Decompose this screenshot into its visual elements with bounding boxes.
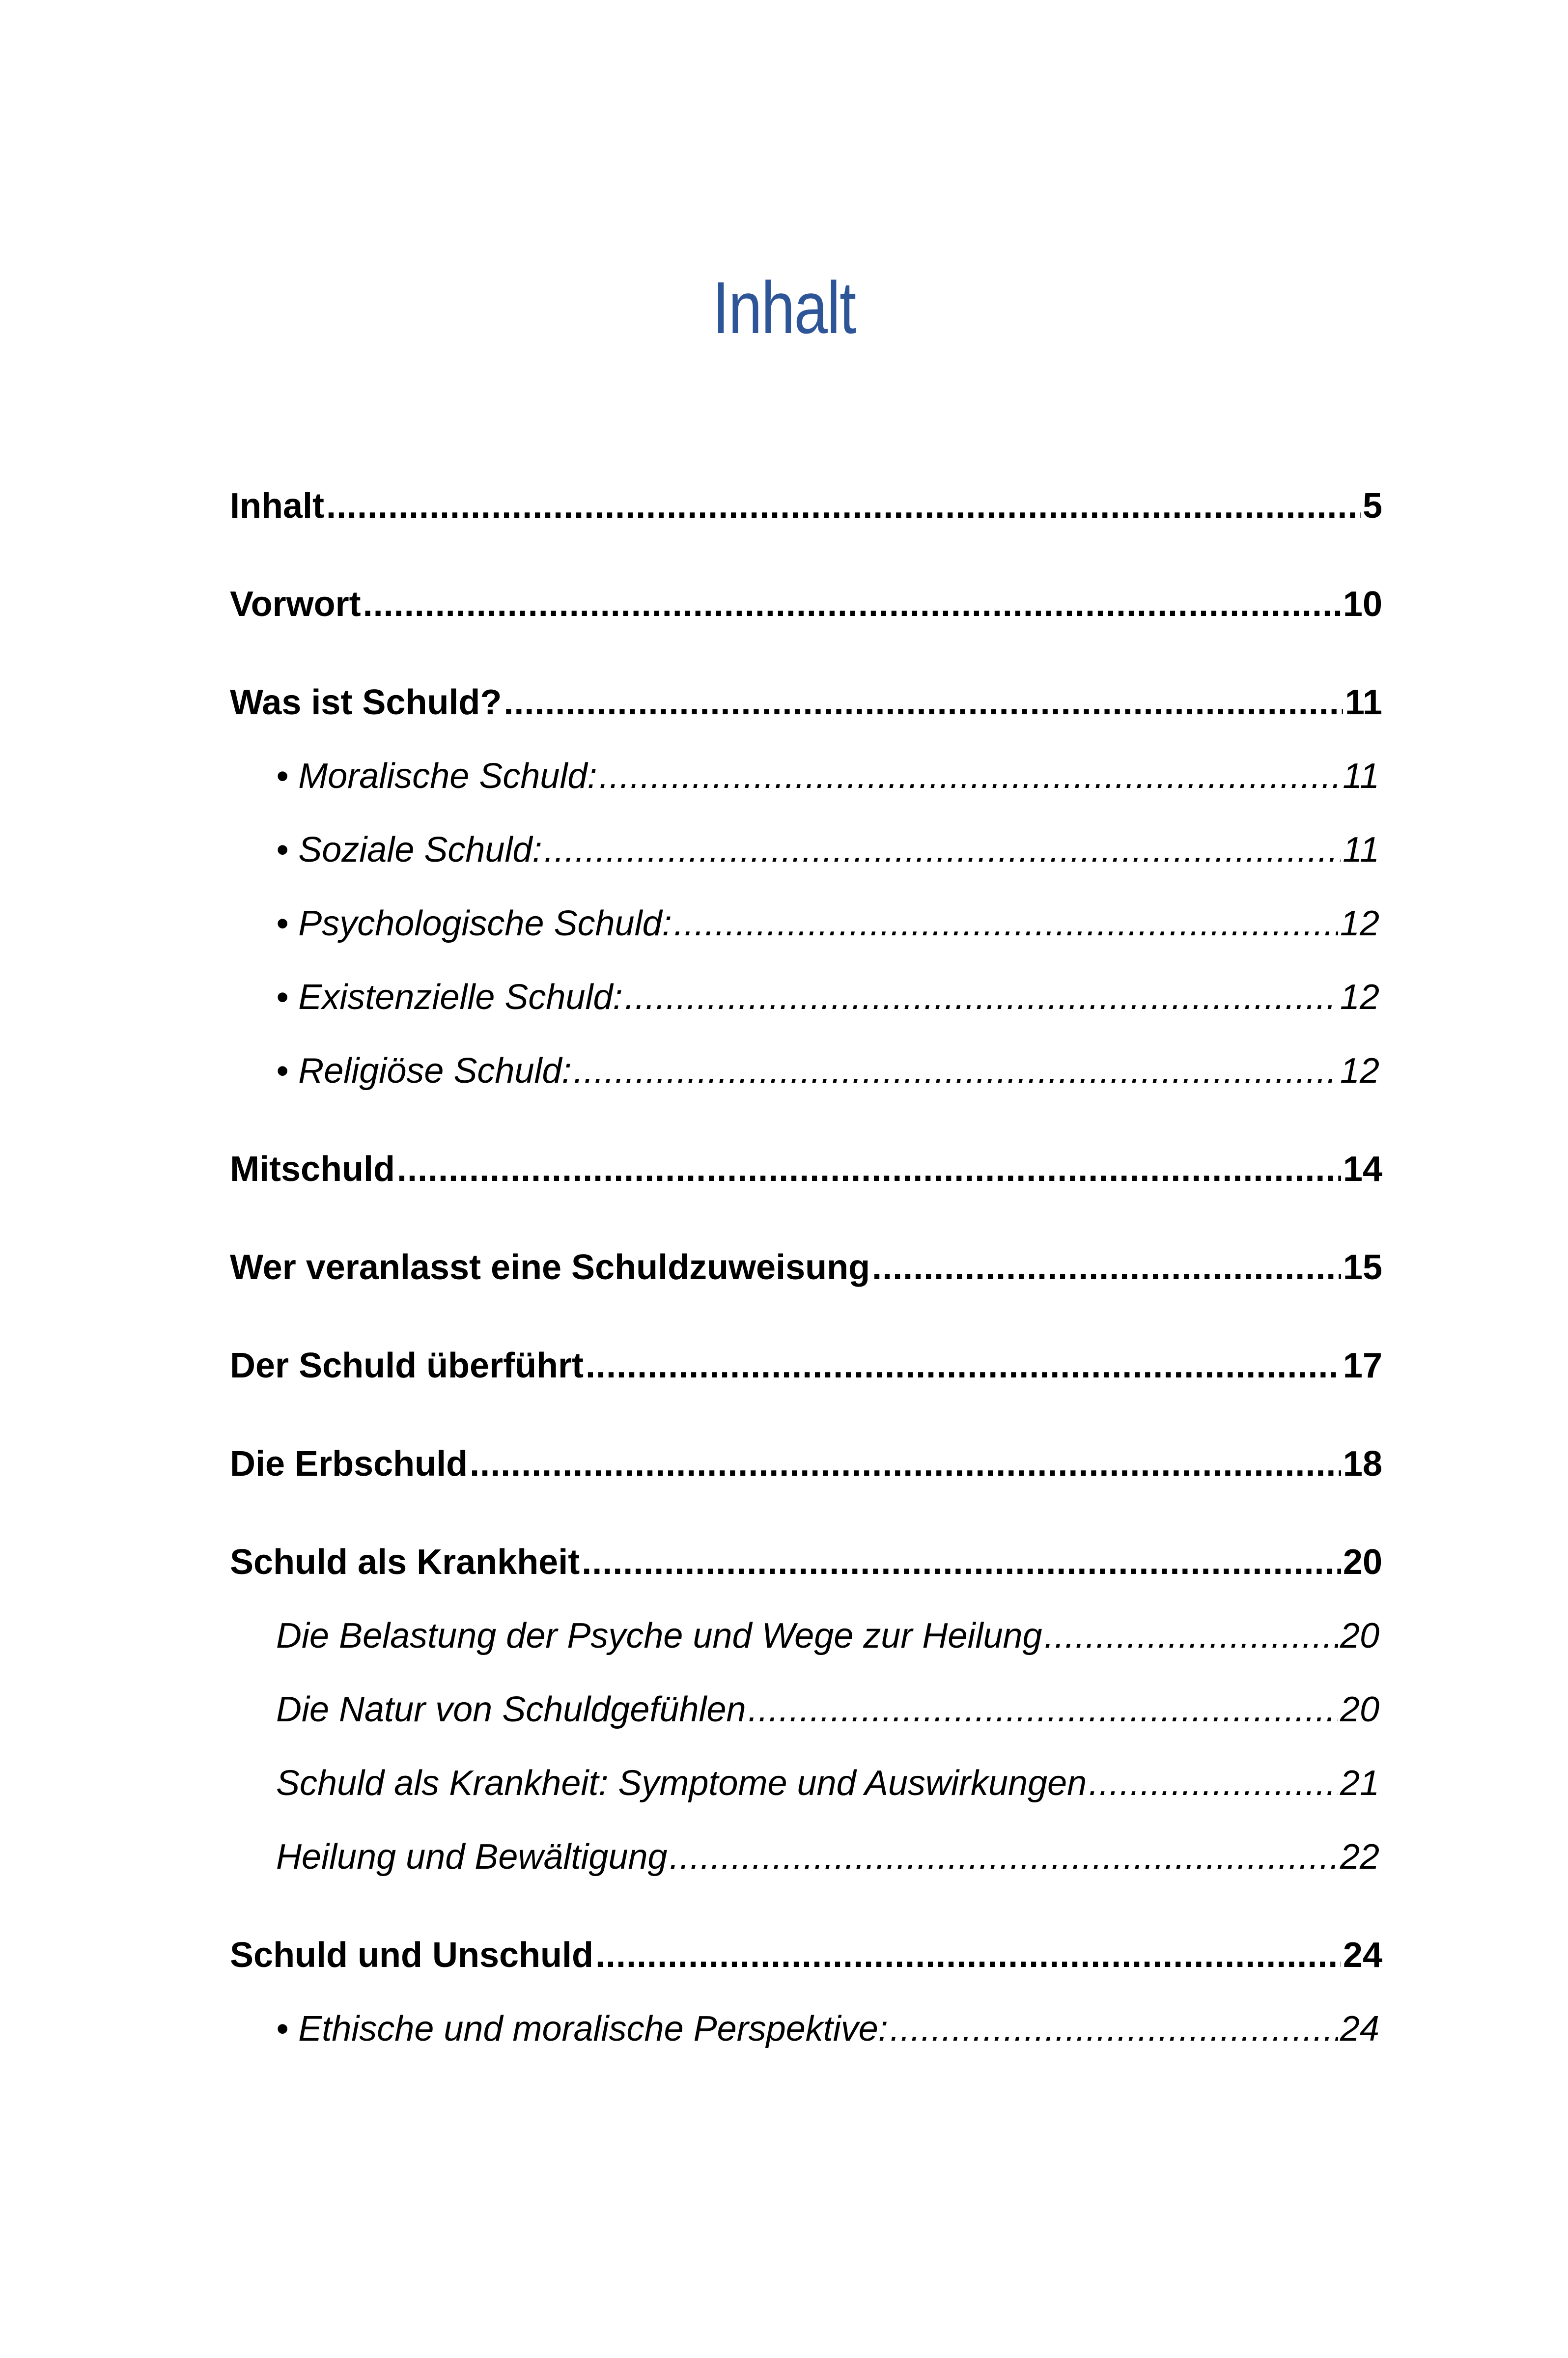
toc-dot-leader (586, 1346, 1341, 1385)
toc-entry-page: 18 (1343, 1444, 1382, 1484)
toc-entry-page: 11 (1344, 683, 1382, 722)
toc-entry-page: 10 (1343, 585, 1382, 624)
toc-entry-soziale-schuld[interactable] (276, 830, 1379, 871)
toc-dot-leader (470, 1444, 1341, 1484)
toc-dot-leader (1089, 1764, 1338, 1803)
page-title: Inhalt (712, 266, 856, 349)
toc-dot-leader (670, 1837, 1338, 1877)
toc-entry-inhalt[interactable] (230, 486, 1382, 528)
toc-entry-psychologische-schuld[interactable] (276, 904, 1379, 945)
toc-entry-label: Heilung und Bewältigung (276, 1837, 668, 1877)
toc-dot-leader (872, 1248, 1341, 1287)
toc-entry-page: 12 (1340, 1051, 1379, 1091)
toc-dot-leader (574, 1051, 1338, 1091)
toc-entry-religioese-schuld[interactable] (276, 1051, 1379, 1093)
toc-entry-label: • Soziale Schuld: (276, 830, 542, 870)
toc-entry-page: 14 (1343, 1150, 1382, 1189)
toc-entry-label: • Ethische und moralische Perspektive: (276, 2009, 888, 2049)
toc-entry-label: Wer veranlasst eine Schuldzuweisung (230, 1248, 870, 1287)
toc-entry-page: 24 (1340, 2009, 1379, 2049)
toc-entry-page: 20 (1340, 1616, 1379, 1656)
toc-dot-leader (599, 757, 1341, 796)
toc-entry-heilung-und-bewaeltigung[interactable] (276, 1837, 1379, 1879)
toc-entry-der-schuld-ueberfuehrt[interactable] (230, 1346, 1382, 1387)
toc-entry-label: Der Schuld überführt (230, 1346, 584, 1385)
toc-dot-leader (674, 904, 1338, 943)
toc-dot-leader (397, 1150, 1341, 1189)
toc-entry-label: Was ist Schuld? (230, 683, 502, 722)
toc-entry-page: 21 (1340, 1764, 1379, 1803)
toc-dot-leader (544, 830, 1341, 870)
toc-entry-die-erbschuld[interactable] (230, 1444, 1382, 1486)
toc-entry-page: 20 (1340, 1690, 1379, 1729)
toc-dot-leader (326, 486, 1361, 526)
toc-dot-leader (1044, 1616, 1338, 1656)
toc-entry-label: • Moralische Schuld: (276, 757, 597, 796)
toc-entry-was-ist-schuld[interactable] (230, 683, 1382, 724)
toc-entry-label: Schuld als Krankheit (230, 1543, 580, 1582)
toc-entry-page: 17 (1343, 1346, 1382, 1385)
toc-entry-schuldzuweisung[interactable] (230, 1248, 1382, 1289)
toc-dot-leader (504, 683, 1343, 722)
toc-entry-page: 22 (1340, 1837, 1379, 1877)
toc-entry-label: • Psychologische Schuld: (276, 904, 672, 943)
toc-entry-page: 11 (1343, 757, 1379, 796)
toc-entry-label: Schuld und Unschuld (230, 1936, 593, 1975)
toc-entry-label: Die Belastung der Psyche und Wege zur Heilung (276, 1616, 1042, 1656)
toc-entry-page: 11 (1343, 830, 1379, 870)
toc-entry-label: Inhalt (230, 486, 324, 526)
toc-dot-leader (595, 1936, 1341, 1975)
toc-entry-existenzielle-schuld[interactable] (276, 978, 1379, 1019)
toc-entry-schuld-als-krankheit[interactable] (230, 1543, 1382, 1584)
toc-dot-leader (748, 1690, 1338, 1729)
toc-entry-page: 20 (1343, 1543, 1382, 1582)
toc-entry-page: 5 (1362, 486, 1382, 526)
toc-entry-page: 24 (1343, 1936, 1382, 1975)
toc-entry-page: 12 (1340, 978, 1379, 1017)
toc-entry-ethische-perspektive[interactable] (276, 2009, 1379, 2050)
toc-entry-page: 12 (1340, 904, 1379, 943)
toc-entry-moralische-schuld[interactable] (276, 757, 1379, 798)
toc-entry-label: Die Natur von Schuldgefühlen (276, 1690, 746, 1729)
toc-entry-natur-von-schuldgefuehlen[interactable] (276, 1690, 1379, 1731)
toc-entry-page: 15 (1343, 1248, 1382, 1287)
toc-entry-schuld-und-unschuld[interactable] (230, 1936, 1382, 1977)
toc-entry-label: Schuld als Krankheit: Symptome und Auswirkungen (276, 1764, 1087, 1803)
toc-entry-belastung-der-psyche[interactable] (276, 1616, 1379, 1657)
toc-entry-label: Die Erbschuld (230, 1444, 468, 1484)
toc-entry-symptome-und-auswirkungen[interactable] (276, 1764, 1379, 1805)
toc-entry-label: • Existenzielle Schuld: (276, 978, 623, 1017)
toc-dot-leader (625, 978, 1338, 1017)
toc-entry-label: Mitschuld (230, 1150, 395, 1189)
toc-dot-leader (890, 2009, 1338, 2049)
toc-entry-label: • Religiöse Schuld: (276, 1051, 572, 1091)
toc-entry-vorwort[interactable] (230, 585, 1382, 626)
toc-entry-mitschuld[interactable] (230, 1150, 1382, 1191)
toc-entry-label: Vorwort (230, 585, 361, 624)
toc-dot-leader (582, 1543, 1341, 1582)
toc-dot-leader (363, 585, 1341, 624)
